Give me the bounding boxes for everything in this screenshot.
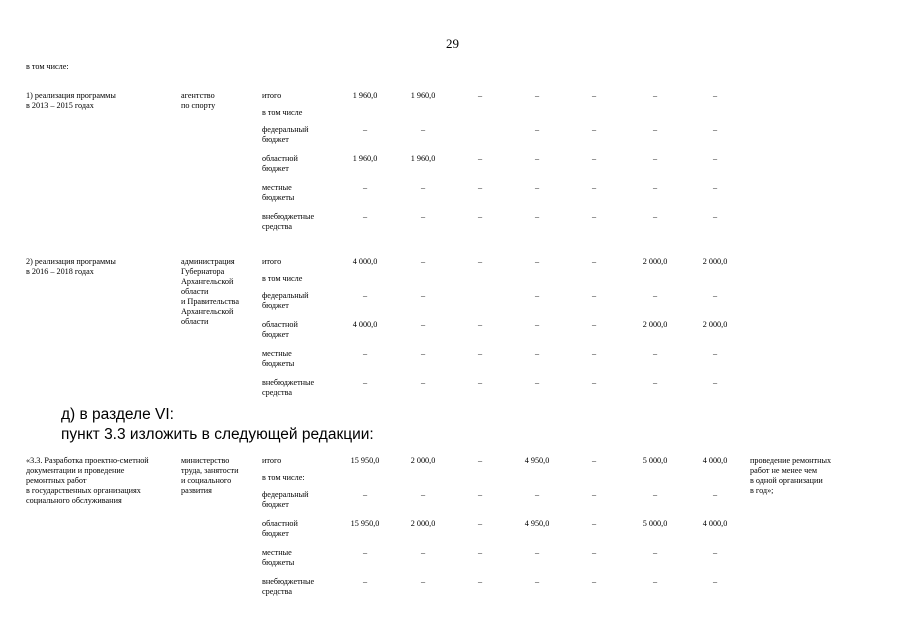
section2-row-label xyxy=(262,257,281,267)
section1-row-label-line: бюджет xyxy=(262,135,289,144)
section3-cell: – xyxy=(591,456,597,465)
section1-cell: – xyxy=(652,212,658,221)
section-heading-line: д) в разделе VI: xyxy=(61,406,174,423)
section2-cell: – xyxy=(652,349,658,358)
section2-cell: 4 000,0 xyxy=(352,320,378,329)
measure-name xyxy=(26,456,149,506)
section2-cell: – xyxy=(534,257,540,266)
section2-cell: – xyxy=(712,349,718,358)
section1-row-label xyxy=(262,91,281,101)
section3-cell: – xyxy=(652,548,658,557)
section3-cell: – xyxy=(712,577,718,586)
expected-result-line: проведение ремонтных xyxy=(750,456,832,465)
section1-cell: – xyxy=(477,154,483,163)
section2-cell: – xyxy=(477,320,483,329)
section3-cell: – xyxy=(477,490,483,499)
section3-cell: 15 950,0 xyxy=(350,456,380,465)
section1-cell: – xyxy=(591,212,597,221)
measure-name-line: ремонтных работ xyxy=(26,476,87,485)
section1-row-label-line: областной xyxy=(262,154,298,163)
section1-row-label-line: федеральный xyxy=(262,125,309,134)
section3-row-label-line: бюджет xyxy=(262,500,289,509)
section3-row-label xyxy=(262,490,309,510)
section3-cell: – xyxy=(652,577,658,586)
executor-name xyxy=(181,257,239,327)
section1-cell: – xyxy=(652,91,658,100)
section3-cell: 2 000,0 xyxy=(410,456,436,465)
executor-name-line: области xyxy=(181,287,209,296)
executor-name-line: агентство xyxy=(181,91,215,100)
section1-cell: – xyxy=(652,125,658,134)
section3-cell: – xyxy=(362,490,368,499)
section1-cell: – xyxy=(591,125,597,134)
section2-row-label-line: средства xyxy=(262,388,293,397)
section2-row-label-line: областной xyxy=(262,320,298,329)
section3-cell: – xyxy=(591,519,597,528)
section2-row-label xyxy=(262,378,314,398)
section-heading xyxy=(61,405,374,445)
section2-cell: – xyxy=(420,378,426,387)
section1-cell: – xyxy=(362,212,368,221)
executor-name-line: и Правительства xyxy=(181,297,239,306)
section1-cell: – xyxy=(652,183,658,192)
program-name xyxy=(26,257,116,277)
executor-name-line: и социального xyxy=(181,476,232,485)
program-name-line: в 2016 – 2018 годах xyxy=(26,267,94,276)
section1-cell: – xyxy=(534,91,540,100)
section3-row-label-line: областной xyxy=(262,519,298,528)
section2-row-label xyxy=(262,291,309,311)
expected-result-line: в одной организации xyxy=(750,476,823,485)
expected-result xyxy=(750,456,831,496)
measure-name-line: в государственных организациях xyxy=(26,486,141,495)
section3-row-label-line: внебюджетные xyxy=(262,577,315,586)
section2-cell: – xyxy=(477,349,483,358)
executor-name xyxy=(181,91,215,111)
section2-row-label xyxy=(262,320,298,340)
section3-cell: – xyxy=(591,490,597,499)
executor-name xyxy=(181,456,239,496)
section2-cell: – xyxy=(591,349,597,358)
section3-cell: – xyxy=(712,490,718,499)
executor-name-line: по спорту xyxy=(181,101,216,110)
section3-row-label xyxy=(262,577,314,597)
section1-cell: – xyxy=(652,154,658,163)
section3-cell: – xyxy=(652,490,658,499)
section2-cell: – xyxy=(534,320,540,329)
section2-cell: – xyxy=(420,349,426,358)
measure-name-line: «3.3. Разработка проектно-сметной xyxy=(26,456,149,465)
section3-cell: – xyxy=(477,577,483,586)
section3-cell: 5 000,0 xyxy=(642,456,668,465)
section1-cell: – xyxy=(477,212,483,221)
section1-cell: – xyxy=(420,212,426,221)
section3-row-label-line: федеральный xyxy=(262,490,309,499)
section2-cell: – xyxy=(652,291,658,300)
section3-cell: – xyxy=(477,519,483,528)
section3-cell: – xyxy=(534,577,540,586)
section1-row-label-line: внебюджетные xyxy=(262,212,315,221)
section3-cell: – xyxy=(362,577,368,586)
section2-row-label-line: бюджет xyxy=(262,301,289,310)
section3-row-label-line: в том числе: xyxy=(262,473,305,482)
section3-cell: – xyxy=(591,577,597,586)
section3-row-label xyxy=(262,473,305,483)
program-name-line: в 2013 – 2015 годах xyxy=(26,101,94,110)
intro-text: в том числе: xyxy=(26,62,69,71)
section3-cell: – xyxy=(712,548,718,557)
section1-cell: – xyxy=(362,125,368,134)
section2-cell: – xyxy=(420,320,426,329)
section2-cell: – xyxy=(712,378,718,387)
section1-row-label-line: средства xyxy=(262,222,293,231)
section1-row-label xyxy=(262,125,309,145)
section2-cell: – xyxy=(712,291,718,300)
expected-result-line: работ не менее чем xyxy=(750,466,818,475)
section2-cell: – xyxy=(534,349,540,358)
section3-row-label xyxy=(262,548,294,568)
section3-row-label-line: местные xyxy=(262,548,292,557)
section3-cell: 5 000,0 xyxy=(642,519,668,528)
section2-cell: – xyxy=(534,378,540,387)
section3-cell: – xyxy=(420,577,426,586)
section3-cell: – xyxy=(362,548,368,557)
section1-cell: – xyxy=(591,91,597,100)
executor-name-line: администрация xyxy=(181,257,235,266)
section2-row-label-line: в том числе xyxy=(262,274,303,283)
section1-cell: – xyxy=(534,183,540,192)
section1-cell: – xyxy=(534,212,540,221)
section2-cell: – xyxy=(477,378,483,387)
section2-cell: 4 000,0 xyxy=(352,257,378,266)
section2-cell: – xyxy=(591,378,597,387)
section1-row-label-line: местные xyxy=(262,183,292,192)
section2-cell: 2 000,0 xyxy=(642,320,668,329)
section1-cell: – xyxy=(420,125,426,134)
section2-cell: – xyxy=(362,378,368,387)
section3-cell: – xyxy=(477,456,483,465)
section3-cell: 4 000,0 xyxy=(702,456,728,465)
section1-cell: – xyxy=(477,91,483,100)
section3-row-label-line: итого xyxy=(262,456,282,465)
section1-row-label xyxy=(262,212,314,232)
section2-row-label-line: бюджеты xyxy=(262,359,295,368)
section1-cell: 1 960,0 xyxy=(352,91,378,100)
section1-row-label-line: бюджеты xyxy=(262,193,295,202)
program-name xyxy=(26,91,116,111)
executor-name-line: министерство xyxy=(181,456,230,465)
section1-cell: 1 960,0 xyxy=(410,91,436,100)
section2-row-label-line: итого xyxy=(262,257,282,266)
section2-cell: 2 000,0 xyxy=(642,257,668,266)
section1-cell: – xyxy=(420,183,426,192)
section1-row-label-line: в том числе xyxy=(262,108,303,117)
section1-cell: – xyxy=(712,91,718,100)
section1-row-label xyxy=(262,154,298,174)
section1-cell: – xyxy=(591,183,597,192)
measure-name-line: социального обслуживания xyxy=(26,496,122,505)
section1-cell: – xyxy=(712,212,718,221)
section2-cell: – xyxy=(591,320,597,329)
section3-row-label xyxy=(262,519,298,539)
program-name-line: 1) реализация программы xyxy=(26,91,116,100)
section3-cell: 15 950,0 xyxy=(350,519,380,528)
section1-cell: – xyxy=(712,183,718,192)
section1-cell: – xyxy=(712,125,718,134)
executor-name-line: развития xyxy=(181,486,212,495)
measure-name-line: документации и проведение xyxy=(26,466,125,475)
section1-cell: 1 960,0 xyxy=(352,154,378,163)
section3-cell: – xyxy=(534,490,540,499)
section2-row-label-line: федеральный xyxy=(262,291,309,300)
section1-row-label-line: итого xyxy=(262,91,282,100)
section2-row-label-line: бюджет xyxy=(262,330,289,339)
section1-row-label-line: бюджет xyxy=(262,164,289,173)
section1-cell: – xyxy=(534,154,540,163)
section1-cell: – xyxy=(534,125,540,134)
section2-cell: – xyxy=(477,257,483,266)
section2-cell: – xyxy=(362,291,368,300)
section2-cell: – xyxy=(420,291,426,300)
section2-cell: – xyxy=(534,291,540,300)
section2-row-label-line: внебюджетные xyxy=(262,378,315,387)
section-heading-line: пункт 3.3 изложить в следующей редакции: xyxy=(61,426,374,443)
section3-cell: – xyxy=(591,548,597,557)
section1-cell: – xyxy=(362,183,368,192)
section2-row-label xyxy=(262,349,294,369)
section2-cell: – xyxy=(591,291,597,300)
section2-row-label-line: местные xyxy=(262,349,292,358)
executor-name-line: Архангельской xyxy=(181,307,234,316)
section1-cell: 1 960,0 xyxy=(410,154,436,163)
section1-cell: – xyxy=(712,154,718,163)
section1-cell: – xyxy=(477,183,483,192)
section3-cell: – xyxy=(477,548,483,557)
section3-cell: – xyxy=(534,548,540,557)
program-name-line: 2) реализация программы xyxy=(26,257,116,266)
executor-name-line: Архангельской xyxy=(181,277,234,286)
section3-row-label xyxy=(262,456,281,466)
section2-cell: – xyxy=(362,349,368,358)
section3-row-label-line: бюджет xyxy=(262,529,289,538)
section1-row-label xyxy=(262,108,302,118)
section2-cell: – xyxy=(420,257,426,266)
page-number: 29 xyxy=(446,36,459,51)
section3-cell: 4 000,0 xyxy=(702,519,728,528)
section3-row-label-line: бюджеты xyxy=(262,558,295,567)
section2-cell: – xyxy=(652,378,658,387)
section2-cell: 2 000,0 xyxy=(702,257,728,266)
executor-name-line: Губернатора xyxy=(181,267,225,276)
section2-cell: – xyxy=(591,257,597,266)
executor-name-line: труда, занятости xyxy=(181,466,239,475)
section3-cell: – xyxy=(420,548,426,557)
section3-cell: 4 950,0 xyxy=(524,456,550,465)
section2-cell: 2 000,0 xyxy=(702,320,728,329)
section1-row-label xyxy=(262,183,294,203)
section2-row-label xyxy=(262,274,302,284)
section3-cell: – xyxy=(420,490,426,499)
executor-name-line: области xyxy=(181,317,209,326)
expected-result-line: в год»; xyxy=(750,486,774,495)
section3-row-label-line: средства xyxy=(262,587,293,596)
section1-cell: – xyxy=(591,154,597,163)
section3-cell: 2 000,0 xyxy=(410,519,436,528)
section3-cell: 4 950,0 xyxy=(524,519,550,528)
